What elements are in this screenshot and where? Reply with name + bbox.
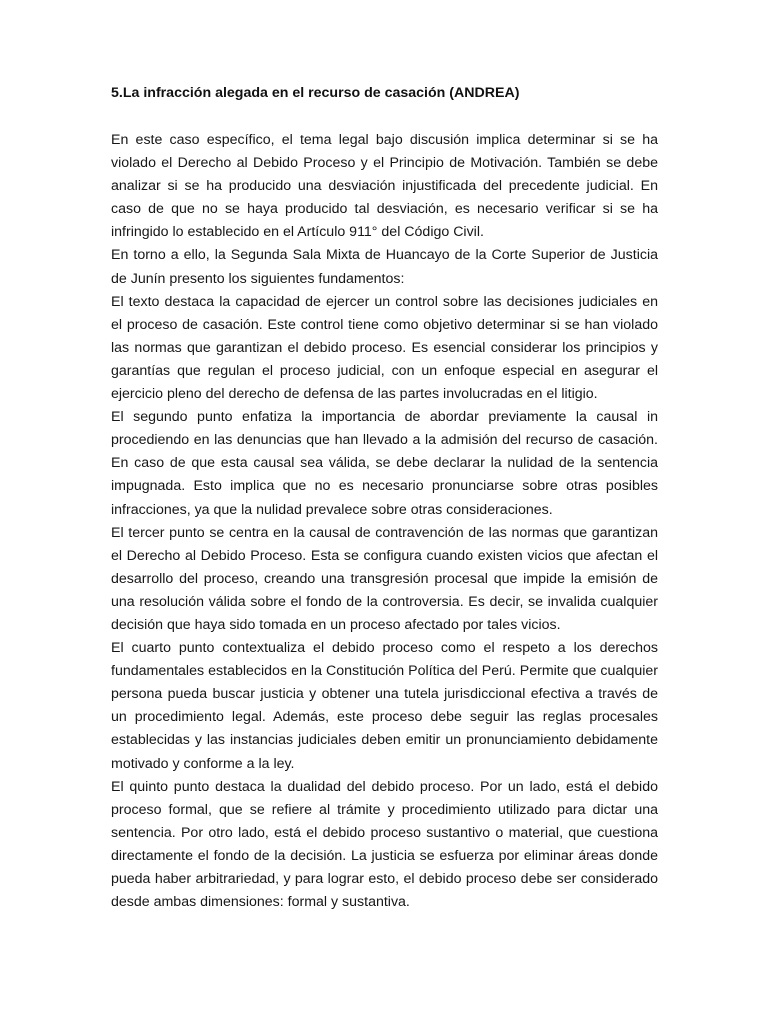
paragraph-point-1: El texto destaca la capacidad de ejercer un control sobre las decisiones judiciales en el proceso de casación. Este control tiene como objetivo determinar si se han violado las normas que garantizan el debido proceso. Es esencial considerar los principios y garantías que regulan el proceso judicial, con un enfoque especial en asegurar el ejercicio pleno del derecho de defensa de las partes involucradas en el litigio. xyxy=(111,293,658,403)
paragraph-court-context: En torno a ello, la Segunda Sala Mixta de Huancayo de la Corte Superior de Justicia de Junín presento los siguientes fundamentos: xyxy=(111,247,658,287)
paragraph-point-2: El segundo punto enfatiza la importancia de abordar previamente la causal in procediendo en las denuncias que han llevado a la admisión del recurso de casación. En caso de que esta causal sea válida, se debe declarar la nulidad de la sentencia impugnada. Esto implica que no es necesario pronunciarse sobre otras posibles infracciones, ya que la nulidad prevalece sobre otras consideraciones. xyxy=(111,409,658,518)
paragraph-intro: En este caso específico, el tema legal bajo discusión implica determinar si se ha violado el Derecho al Debido Proceso y el Principio de Motivación. También se debe analizar si se ha producido una desviación injustificada del precedente judicial. En caso de que no se haya producido tal desviación, es necesario verificar si se ha infringido lo establecido en el Artículo 911° del Código Civil. xyxy=(111,132,658,241)
paragraph-point-4: El cuarto punto contextualiza el debido proceso como el respeto a los derechos fundamentales establecidos en la Constitución Política del Perú. Permite que cualquier persona pueda buscar justicia y obtener una tutela jurisdiccional efectiva a través de un procedimiento legal. Además, este proceso debe seguir las reglas procesales establecidas y las instancias judiciales deben emitir un pronunciamiento debidamente motivado y conforme a la ley. xyxy=(111,640,658,772)
paragraph-point-3: El tercer punto se centra en la causal de contravención de las normas que garantizan el Derecho al Debido Proceso. Esta se configura cuando existen vicios que afectan el desarrollo del proceso, creando una transgresión procesal que impide la emisión de una resolución válida sobre el fondo de la controversia. Es decir, se invalida cualquier decisión que haya sido tomada en un proceso afectado por tales vicios. xyxy=(111,524,658,633)
paragraph-point-5: El quinto punto destaca la dualidad del debido proceso. Por un lado, está el debido proceso formal, que se refiere al trámite y procedimiento utilizado para dictar una sentencia. Por otro lado, está el debido proceso sustantivo o material, que cuestiona directamente el fondo de la decisión. La justicia se esfuerza por eliminar áreas donde pueda haber arbitrariedad, y para lograr esto, el debido proceso debe ser considerado desde ambas dimensiones: formal y sustantiva. xyxy=(111,778,658,911)
section-heading: 5.La infracción alegada en el recurso de casación (ANDREA) xyxy=(111,85,520,101)
document-body xyxy=(111,129,658,914)
